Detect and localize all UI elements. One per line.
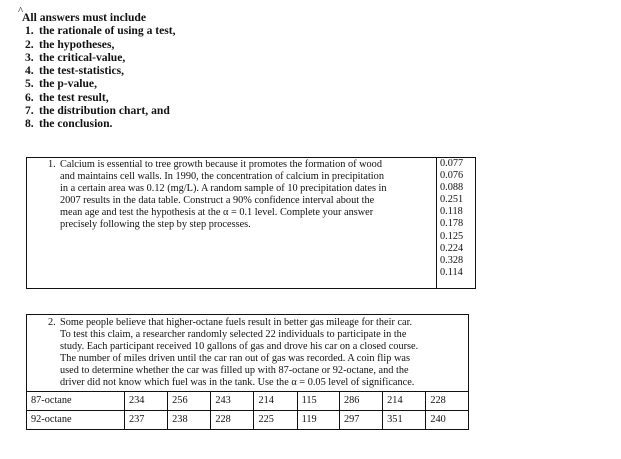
calcium-value: 0.328 bbox=[440, 254, 464, 266]
requirement-text: the critical-value, bbox=[39, 50, 126, 64]
problem-2-line: To test this claim, a researcher randomly selected 22 individuals to participate in the bbox=[60, 329, 407, 341]
table-cell: 256 bbox=[168, 391, 211, 410]
table-cell: 214 bbox=[254, 391, 297, 410]
calcium-value: 0.178 bbox=[440, 218, 464, 230]
table-cell: 225 bbox=[254, 410, 297, 429]
calcium-value: 0.224 bbox=[440, 242, 464, 254]
table-cell: 228 bbox=[426, 391, 468, 410]
calcium-value: 0.076 bbox=[440, 170, 464, 182]
problem-1-text bbox=[27, 158, 437, 288]
requirement-text: the rationale of using a test, bbox=[39, 24, 176, 38]
requirement-item bbox=[25, 117, 176, 131]
table-cell: 234 bbox=[125, 391, 168, 410]
requirement-number: 3. bbox=[25, 50, 34, 64]
table-cell: 115 bbox=[297, 391, 339, 410]
requirement-text: the distribution chart, and bbox=[39, 104, 170, 118]
problem-1-line: Calcium is essential to tree growth because it promotes the formation of wood bbox=[60, 159, 382, 170]
table-row bbox=[27, 391, 468, 410]
problem-2-text bbox=[27, 315, 468, 391]
requirement-number: 7. bbox=[25, 104, 34, 118]
problem-2-number: 2. bbox=[48, 317, 56, 328]
requirement-item bbox=[25, 37, 176, 51]
table-cell: 243 bbox=[211, 391, 254, 410]
calcium-data-column bbox=[438, 158, 476, 279]
calcium-value: 0.077 bbox=[440, 158, 464, 169]
problem-1-line: mean age and test the hypothesis at the α = 0.1 level. Complete your answer bbox=[60, 207, 374, 219]
table-cell: 240 bbox=[426, 410, 468, 429]
requirement-item bbox=[25, 24, 176, 38]
problem-2-line: study. Each participant received 10 gallons of gas and drove his car on a closed course. bbox=[60, 341, 419, 353]
calcium-value: 0.088 bbox=[440, 182, 464, 194]
requirement-number: 1. bbox=[25, 24, 34, 38]
caret-mark: ^ bbox=[18, 5, 24, 17]
problem-1-line: and maintains cell walls. In 1990, the concentration of calcium in precipitation bbox=[60, 171, 384, 183]
table-cell: 237 bbox=[125, 410, 168, 429]
table-cell: 286 bbox=[340, 391, 383, 410]
requirement-item bbox=[25, 90, 176, 104]
calcium-value: 0.114 bbox=[440, 266, 463, 278]
requirement-text: the test result, bbox=[39, 90, 109, 104]
table-cell: 238 bbox=[168, 410, 211, 429]
requirement-number: 8. bbox=[25, 117, 34, 131]
problem-2-line: driver did not know which fuel was in the tank. Use the α = 0.05 level of significance. bbox=[60, 377, 415, 389]
requirement-item bbox=[25, 104, 176, 118]
requirement-number: 6. bbox=[25, 90, 34, 104]
octane-table bbox=[27, 391, 468, 429]
requirement-number: 4. bbox=[25, 64, 34, 78]
problem-2-box bbox=[26, 314, 469, 430]
problem-2-line: The number of miles driven until the car ran out of gas was recorded. A coin flip was bbox=[60, 353, 410, 365]
calcium-value: 0.251 bbox=[440, 194, 464, 206]
requirement-item bbox=[25, 64, 176, 78]
requirements-list bbox=[22, 24, 176, 130]
problem-2-line: used to determine whether the car was filled up with 87-octane or 92-octane, and the bbox=[60, 365, 409, 377]
problem-2-line: Some people believe that higher-octane fuels result in better gas mileage for their car. bbox=[60, 317, 413, 328]
table-cell: 119 bbox=[297, 410, 339, 429]
requirement-text: the test-statistics, bbox=[39, 64, 124, 78]
table-cell: 214 bbox=[383, 391, 426, 410]
problem-1-box bbox=[26, 157, 476, 289]
problem-1-line: in a certain area was 0.12 (mg/L). A random sample of 10 precipitation dates in bbox=[60, 183, 387, 195]
row-label: 92-octane bbox=[27, 410, 125, 429]
problem-1-line: precisely following the step by step processes. bbox=[60, 219, 251, 231]
requirements-title: All answers must include bbox=[22, 11, 146, 24]
requirement-text: the hypotheses, bbox=[39, 37, 115, 51]
row-label: 87-octane bbox=[27, 391, 125, 410]
problem-1-number: 1. bbox=[48, 159, 56, 170]
calcium-value: 0.125 bbox=[440, 230, 464, 242]
requirement-item bbox=[25, 50, 176, 64]
problem-1-line: 2007 results in the data table. Construct a 90% confidence interval about the bbox=[60, 195, 375, 207]
table-cell: 297 bbox=[340, 410, 383, 429]
requirement-item bbox=[25, 77, 176, 91]
table-cell: 351 bbox=[383, 410, 426, 429]
table-cell: 228 bbox=[211, 410, 254, 429]
calcium-value: 0.118 bbox=[440, 206, 463, 218]
requirements-header bbox=[18, 5, 176, 131]
table-row bbox=[27, 410, 468, 429]
requirement-text: the conclusion. bbox=[39, 117, 113, 131]
requirement-number: 5. bbox=[25, 77, 34, 91]
requirement-text: the p-value, bbox=[39, 77, 97, 91]
requirement-number: 2. bbox=[25, 37, 34, 51]
